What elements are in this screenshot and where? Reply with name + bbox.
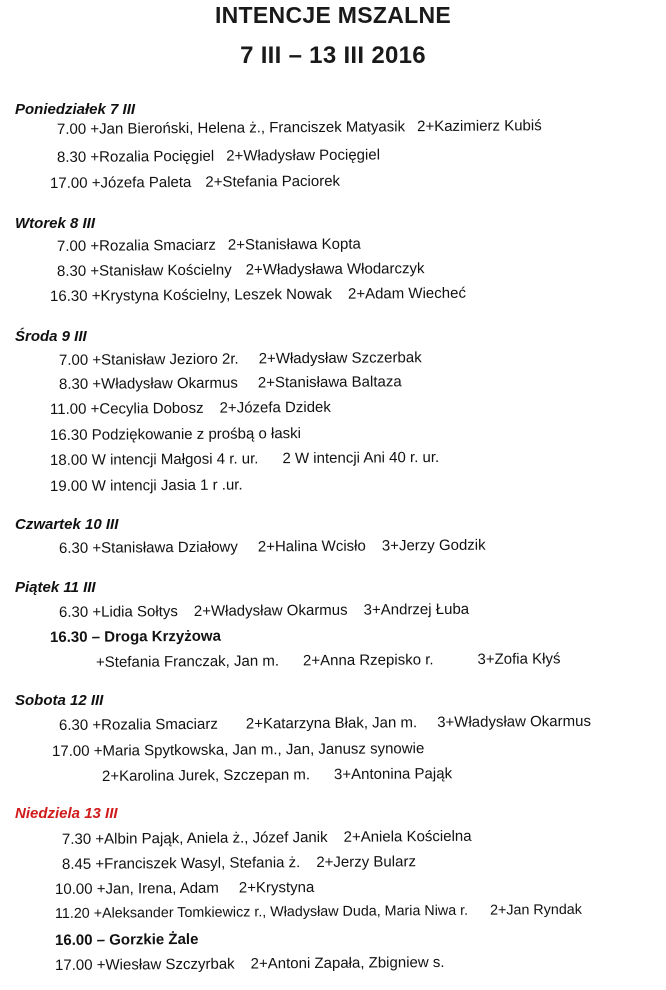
intention-row: 7.00 +Stanisław Jezioro 2r. 2+Władysław Szczerbak [58, 349, 422, 369]
intention-row: 8.30 +Rozalia Pocięgiel 2+Władysław Pocięgiel [56, 146, 381, 166]
intention-row: 10.00 +Jan, Irena, Adam 2+Krystyna [54, 878, 315, 898]
intention-row: 17.00 +Wiesław Szczyrbak 2+Antoni Zapała, Zbigniew s. [54, 953, 445, 974]
day-heading-sunday: Niedziela 13 III [15, 805, 118, 822]
day-heading: Czwartek 10 III [15, 516, 119, 533]
intention-row: 8.30 +Stanisław Kościelny 2+Władysława Włodarczyk [56, 260, 425, 280]
intention-row: 16.30 Podziękowanie z prośbą o łaski [49, 425, 302, 444]
day-heading: Sobota 12 III [15, 692, 104, 709]
day-heading: Piątek 11 III [15, 579, 96, 596]
intention-row: 11.20 +Aleksander Tomkiewicz r., Władysław Duda, Maria Niwa r. 2+Jan Ryndak [54, 901, 582, 922]
page-title: INTENCJE MSZALNE [214, 2, 452, 28]
stations-of-cross-row: 16.30 – Droga Krzyżowa [49, 627, 221, 646]
day-heading: Wtorek 8 III [15, 215, 96, 232]
intention-row: 7.00 +Jan Bieroński, Helena ż., Franciszek Matyasik 2+Kazimierz Kubiś [56, 117, 542, 138]
intention-row: 18.00 W intencji Małgosi 4 r. ur. 2 W intencji Ani 40 r. ur. [49, 448, 440, 469]
date-range: 7 III – 13 III 2016 [240, 42, 426, 69]
vespers-row: 16.00 – Gorzkie Żale [54, 930, 199, 949]
intention-row: 6.30 +Rozalia Smaciarz 2+Katarzyna Błak, Jan m. 3+Władysław Okarmus [58, 712, 592, 734]
intention-row: 8.45 +Franciszek Wasyl, Stefania ż. 2+Jerzy Bularz [61, 853, 416, 873]
intention-row: 19.00 W intencji Jasia 1 r .ur. [49, 476, 243, 495]
intention-row: 6.30 +Lidia Sołtys 2+Władysław Okarmus 3+Andrzej Łuba [58, 600, 470, 621]
intention-row: 17.00 +Józefa Paleta 2+Stefania Paciorek [49, 172, 341, 192]
intention-row: 6.30 +Stanisława Działowy 2+Halina Wcisło 3+Jerzy Godzik [58, 536, 486, 557]
intention-row: +Stefania Franczak, Jan m. 2+Anna Rzepisko r. 3+Zofia Kłyś [95, 650, 561, 671]
intention-row: 11.00 +Cecylia Dobosz 2+Józefa Dzidek [49, 398, 331, 418]
intention-row: 7.30 +Albin Pająk, Aniela ż., Józef Janik 2+Aniela Kościelna [61, 827, 472, 848]
intention-row: 8.30 +Władysław Okarmus 2+Stanisława Baltaza [58, 373, 402, 393]
day-heading: Poniedziałek 7 III [15, 101, 136, 118]
day-heading: Środa 9 III [15, 328, 87, 345]
intention-row: 16.30 +Krystyna Kościelny, Leszek Nowak 2+Adam Wiecheć [49, 284, 466, 305]
intention-row: 2+Karolina Jurek, Szczepan m. 3+Antonina Pająk [101, 765, 453, 785]
intention-row: 7.00 +Rozalia Smaciarz 2+Stanisława Kopta [56, 235, 361, 255]
intention-row: 17.00 +Maria Spytkowska, Jan m., Jan, Janusz synowie [51, 740, 425, 760]
